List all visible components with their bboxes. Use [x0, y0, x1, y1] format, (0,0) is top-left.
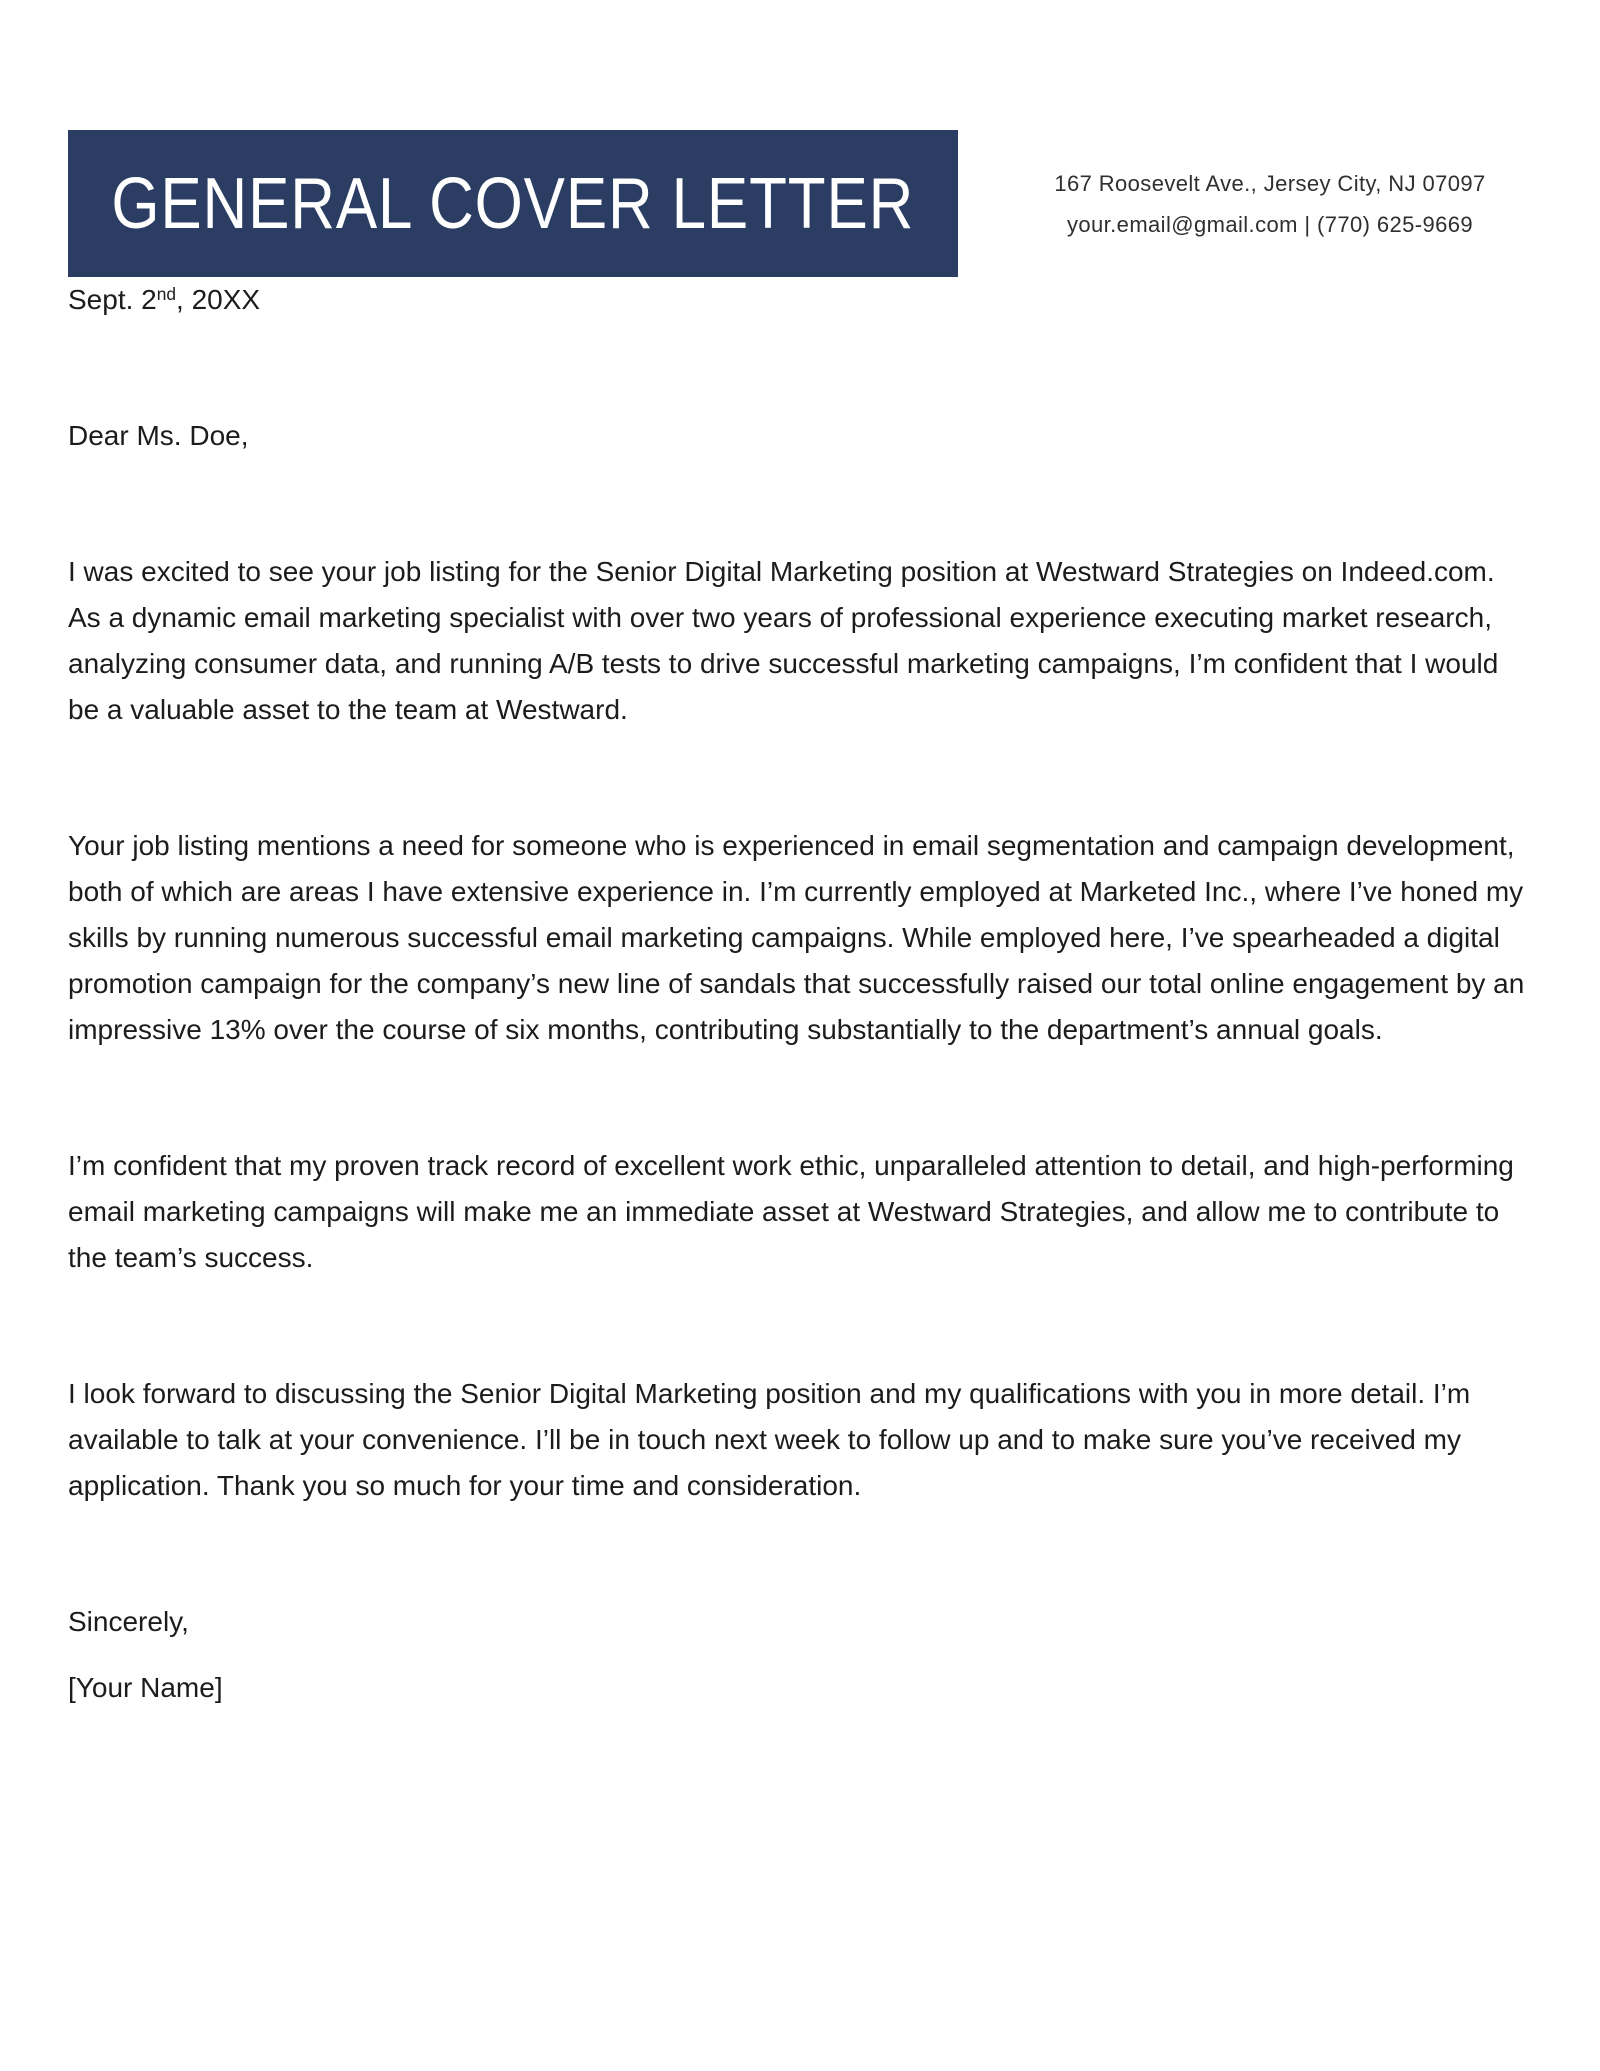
page-title: GENERAL COVER LETTER — [111, 163, 915, 244]
letter-header — [68, 130, 1532, 277]
signature-placeholder: [Your Name] — [68, 1672, 223, 1703]
date-prefix: Sept. 2 — [68, 284, 157, 315]
date-suffix: , 20XX — [176, 284, 261, 315]
title-banner — [68, 130, 958, 277]
greeting: Dear Ms. Doe, — [68, 420, 249, 451]
date-ordinal-superscript: nd — [156, 284, 177, 305]
date-line — [68, 277, 1532, 323]
contact-address: 167 Roosevelt Ave., Jersey City, NJ 07097 — [1054, 170, 1486, 196]
contact-email-phone: your.email@gmail.com | (770) 625-9669 — [1066, 211, 1474, 237]
letter-body — [0, 277, 1600, 1711]
paragraph-experience: Your job listing mentions a need for someone who is experienced in email segmentation and campaign development, both of which are areas I have extensive experience in. I’m currently employed at Marketed Inc., where I’ve honed my skills by running numerous successful email marketing campaigns. While employed here, I’ve spearheaded a digital promotion campaign for the company’s new line of sandals that successfully raised our total online engagement by an impressive 13% over the course of six months, contributing substantially to the department’s annual goals. — [68, 830, 1525, 1045]
paragraph-intro: I was excited to see your job listing for the Senior Digital Marketing position at Westward Strategies on Indeed.com. As a dynamic email marketing specialist with over two years of professional experience executing market research, analyzing consumer data, and running A/B tests to drive successful marketing campaigns, I’m confident that I would be a valuable asset to the team at Westward. — [68, 556, 1499, 725]
contact-info — [958, 130, 1532, 277]
paragraph-follow-up: I look forward to discussing the Senior Digital Marketing position and my qualifications with you in more detail. I’m available to talk at your convenience. I’ll be in touch next week to follow up and to make sure you’ve received my application. Thank you so much for your time and consideration. — [68, 1378, 1471, 1501]
closing: Sincerely, — [68, 1606, 189, 1637]
paragraph-value: I’m confident that my proven track record of excellent work ethic, unparalleled attention to detail, and high-performing email marketing campaigns will make me an immediate asset at Westward Strategies, and allow me to contribute to the team’s success. — [68, 1150, 1514, 1273]
